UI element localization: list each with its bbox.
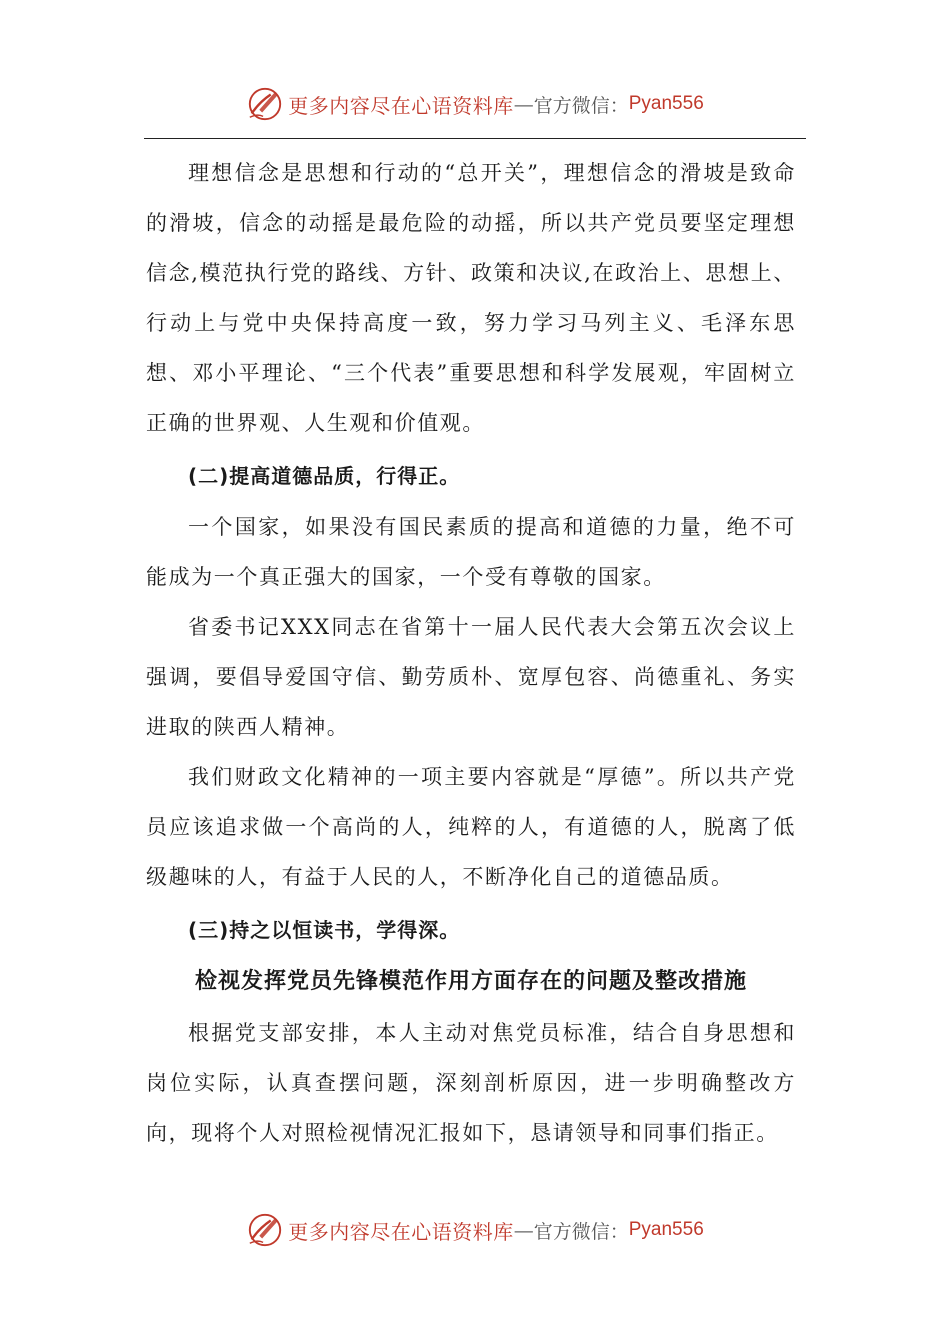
paragraph-virtue: 我们财政文化精神的一项主要内容就是“厚德”。所以共产党员应该追求做一个高尚的人，纯粹的人，有道德的人，脱离了低级趣味的人，有益于人民的人，不断净化自己的道德品质。 (146, 765, 796, 889)
paragraph-nation: 一个国家，如果没有国民素质的提高和道德的力量，绝不可能成为一个真正强大的国家，一个受有尊敬的国家。 (146, 515, 796, 589)
watermark-brand-text: 更多内容尽在心语资料库 (288, 93, 514, 118)
watermark-wechat-id: Pyan556 (628, 1219, 704, 1240)
paragraph-self-review: 根据党支部安排，本人主动对焦党员标准，结合自身思想和岗位实际，认真查摆问题，深刻剖析原因，进一步明确整改方向，现将个人对照检视情况汇报如下，恳请领导和同事们指正。 (146, 1021, 796, 1145)
pen-logo-icon (246, 85, 284, 123)
watermark-dash: — (513, 1218, 534, 1242)
subheading-reading: (三)持之以恒读书，学得深。 (188, 918, 461, 942)
header-watermark (0, 82, 950, 126)
paragraph-ideals: 理想信念是思想和行动的“总开关”，理想信念的滑坡是致命的滑坡，信念的动摇是最危险的动摇，所以共产党员要坚定理想信念,模范执行党的路线、方针、政策和决议,在政治上、思想上、行动上与党中央保持高度一致，努力学习马列主义、毛泽东思想、邓小平理论、“三个代表”重要思想和科学发展观，牢固树立正确的世界观、人生观和价值观。 (146, 161, 796, 435)
header-divider (144, 138, 806, 139)
footer-watermark (0, 1208, 950, 1252)
watermark-wechat-id: Pyan556 (628, 93, 704, 114)
pen-logo-icon (246, 1211, 284, 1249)
watermark-label: 官方微信： (533, 94, 629, 117)
document-body (146, 148, 796, 1158)
watermark-dash: — (513, 92, 534, 116)
watermark-label: 官方微信： (533, 1220, 629, 1243)
subheading-morality: (二)提高道德品质，行得正。 (188, 464, 461, 488)
section-title: 检视发挥党员先锋模范作用方面存在的问题及整改措施 (194, 969, 747, 994)
paragraph-provincial-secretary: 省委书记XXX同志在省第十一届人民代表大会第五次会议上强调，要倡导爱国守信、勤劳质朴、宽厚包容、尚德重礼、务实进取的陕西人精神。 (146, 615, 796, 739)
watermark-brand-text: 更多内容尽在心语资料库 (288, 1219, 514, 1244)
